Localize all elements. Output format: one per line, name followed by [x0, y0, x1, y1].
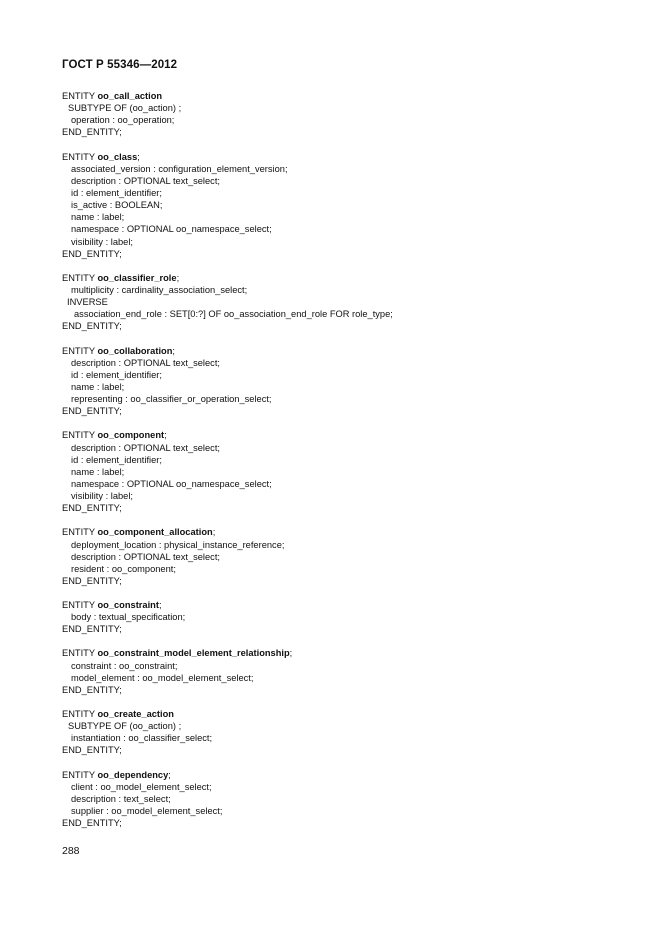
entity-block — [62, 151, 642, 260]
entity-name: oo_dependency — [97, 769, 169, 780]
attribute-line: resident : oo_component; — [71, 563, 176, 574]
attribute-line: id : element_identifier; — [71, 454, 162, 465]
entity-keyword: ENTITY — [62, 430, 98, 441]
entity-block — [62, 599, 642, 635]
document-header: ГОСТ Р 55346—2012 — [62, 59, 178, 71]
entity-block — [62, 90, 642, 139]
entity-suffix: ; — [289, 648, 293, 659]
entity-suffix: ; — [158, 600, 162, 611]
entity-suffix: ; — [168, 769, 171, 780]
end-entity: END_ENTITY; — [62, 818, 122, 829]
attribute-line: description : OPTIONAL text_select; — [71, 442, 220, 453]
page-number: 288 — [62, 845, 80, 857]
entity-name: oo_classifier_role — [97, 272, 177, 283]
entity-block — [62, 647, 642, 696]
attribute-line: namespace : OPTIONAL oo_namespace_select; — [71, 224, 272, 235]
attribute-line: name : label; — [71, 381, 125, 392]
attribute-line: description : OPTIONAL text_select; — [71, 357, 220, 368]
entity-declaration — [62, 647, 642, 659]
entity-suffix: ; — [137, 151, 140, 162]
entity-declaration — [62, 151, 642, 163]
entity-declaration — [62, 526, 642, 538]
attribute-line: representing : oo_classifier_or_operation_select; — [71, 394, 272, 405]
inverse-keyword: INVERSE — [67, 297, 108, 308]
express-listing — [62, 90, 642, 841]
entity-declaration — [62, 90, 642, 102]
entity-name: oo_call_action — [97, 91, 163, 101]
attribute-line: description : text_select; — [71, 793, 171, 804]
entity-suffix: ; — [212, 527, 216, 538]
subtype-clause: SUBTYPE OF (oo_action) ; — [68, 721, 182, 732]
attribute-line: id : element_identifier; — [71, 369, 162, 380]
entity-block — [62, 526, 642, 587]
entity-keyword: ENTITY — [62, 709, 98, 720]
end-entity: END_ENTITY; — [62, 624, 122, 635]
entity-keyword: ENTITY — [62, 345, 98, 356]
entity-declaration — [62, 272, 642, 284]
subtype-clause: SUBTYPE OF (oo_action) ; — [68, 103, 182, 114]
entity-name: oo_component_allocation — [97, 527, 213, 538]
entity-name: oo_class — [97, 151, 138, 162]
entity-name: oo_collaboration — [97, 345, 173, 356]
attribute-line: associated_version : configuration_element_version; — [71, 163, 288, 174]
end-entity: END_ENTITY; — [62, 503, 122, 514]
entity-list — [62, 90, 642, 829]
attribute-line: deployment_location : physical_instance_reference; — [71, 539, 285, 550]
entity-suffix: ; — [176, 272, 180, 283]
entity-block — [62, 429, 642, 514]
attribute-line: name : label; — [71, 466, 125, 477]
entity-name: oo_constraint_model_element_relationship — [97, 648, 290, 659]
entity-keyword: ENTITY — [62, 151, 98, 162]
entity-keyword: ENTITY — [62, 91, 98, 101]
entity-block — [62, 708, 642, 757]
entity-block — [62, 345, 642, 418]
entity-keyword: ENTITY — [62, 600, 98, 611]
attribute-line: id : element_identifier; — [71, 187, 162, 198]
attribute-line: model_element : oo_model_element_select; — [71, 672, 254, 683]
entity-suffix: ; — [164, 430, 167, 441]
attribute-line: description : OPTIONAL text_select; — [71, 175, 220, 186]
entity-declaration — [62, 708, 642, 720]
entity-declaration — [62, 345, 642, 357]
attribute-line: visibility : label; — [71, 491, 134, 502]
end-entity: END_ENTITY; — [62, 684, 122, 695]
attribute-line: name : label; — [71, 212, 125, 223]
entity-name: oo_constraint — [97, 600, 159, 611]
entity-declaration — [62, 769, 642, 781]
entity-block — [62, 272, 642, 333]
attribute-line: description : OPTIONAL text_select; — [71, 551, 220, 562]
end-entity: END_ENTITY; — [62, 127, 122, 138]
end-entity: END_ENTITY; — [62, 321, 122, 332]
attribute-line: client : oo_model_element_select; — [71, 781, 212, 792]
attribute-line: association_end_role : SET[0:?] OF oo_association_end_role FOR role_type; — [74, 309, 393, 320]
entity-declaration — [62, 429, 642, 441]
entity-block — [62, 769, 642, 830]
entity-suffix: ; — [172, 345, 175, 356]
attribute-line: constraint : oo_constraint; — [71, 660, 178, 671]
entity-keyword: ENTITY — [62, 527, 98, 538]
end-entity: END_ENTITY; — [62, 248, 122, 259]
attribute-line: instantiation : oo_classifier_select; — [71, 733, 213, 744]
end-entity: END_ENTITY; — [62, 575, 122, 586]
attribute-line: namespace : OPTIONAL oo_namespace_select; — [71, 478, 272, 489]
attribute-line: multiplicity : cardinality_association_select; — [71, 284, 248, 295]
entity-name: oo_component — [97, 430, 165, 441]
attribute-line: supplier : oo_model_element_select; — [71, 806, 223, 817]
end-entity: END_ENTITY; — [62, 406, 122, 417]
entity-declaration — [62, 599, 642, 611]
entity-keyword: ENTITY — [62, 272, 98, 283]
attribute-line: is_active : BOOLEAN; — [71, 200, 163, 211]
attribute-line: operation : oo_operation; — [71, 115, 175, 126]
attribute-line: body : textual_specification; — [71, 612, 186, 623]
entity-keyword: ENTITY — [62, 769, 98, 780]
attribute-line: visibility : label; — [71, 236, 134, 247]
entity-name: oo_create_action — [97, 709, 174, 720]
end-entity: END_ENTITY; — [62, 745, 122, 756]
entity-keyword: ENTITY — [62, 648, 98, 659]
